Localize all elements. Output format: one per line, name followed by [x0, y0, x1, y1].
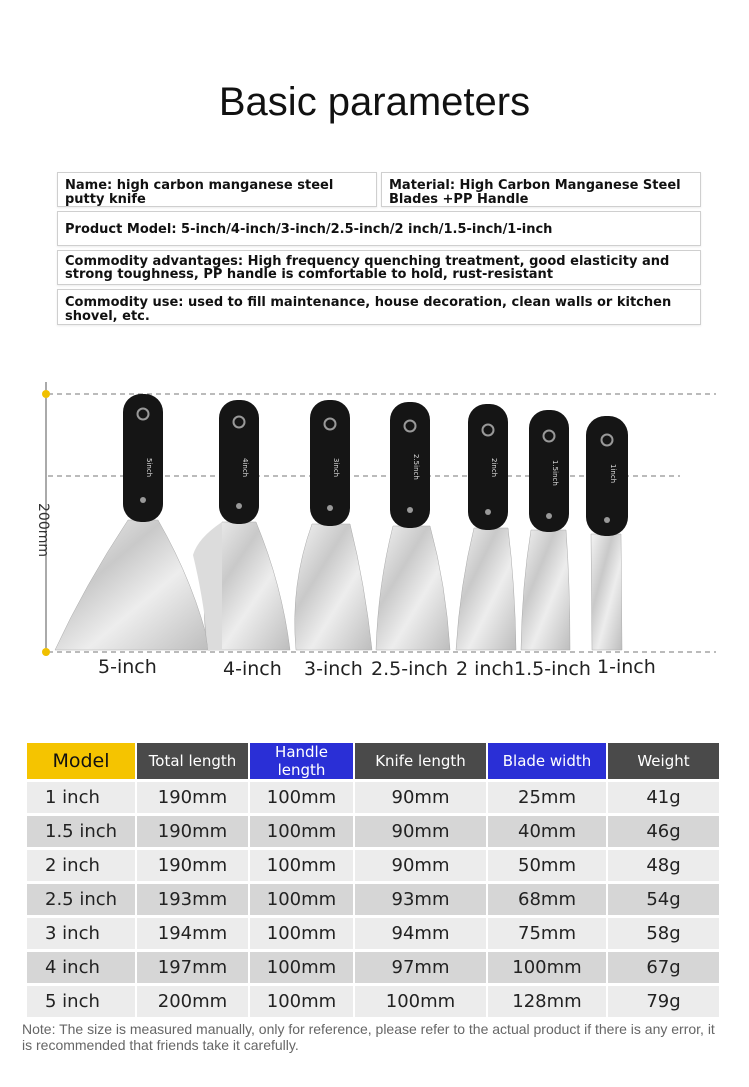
cell-handle-length: 100mm	[250, 986, 353, 1017]
table-row	[27, 952, 719, 983]
cell-knife-length: 90mm	[355, 816, 486, 847]
table-row	[27, 884, 719, 915]
cell-model: 5 inch	[27, 986, 135, 1017]
cell-blade-width: 128mm	[488, 986, 606, 1017]
table-row	[27, 816, 719, 847]
param-use: Commodity use: used to fill maintenance, house decoration, clean walls or kitchen shovel, etc.	[57, 289, 701, 325]
cell-total-length: 194mm	[137, 918, 248, 949]
knife-2.5-inch	[376, 402, 450, 650]
disclaimer-note: Note: The size is measured manually, only for reference, please refer to the actual product if there is any error, it is recommended that friends take it carefully.	[22, 1021, 715, 1053]
size-label-4-inch: 4-inch	[223, 658, 282, 680]
cell-handle-length: 100mm	[250, 918, 353, 949]
cell-blade-width: 25mm	[488, 782, 606, 813]
cell-model: 2 inch	[27, 850, 135, 881]
spec-table	[25, 740, 721, 1020]
cell-knife-length: 97mm	[355, 952, 486, 983]
size-label-1.5-inch: 1.5-inch	[514, 658, 591, 680]
cell-model: 3 inch	[27, 918, 135, 949]
table-row	[27, 918, 719, 949]
cell-handle-length: 100mm	[250, 816, 353, 847]
cell-weight: 54g	[608, 884, 719, 915]
handle-stamp: 3inch	[332, 458, 340, 478]
cell-total-length: 197mm	[137, 952, 248, 983]
table-row	[27, 986, 719, 1017]
knife-2-inch	[456, 404, 516, 650]
cell-weight: 46g	[608, 816, 719, 847]
cell-blade-width: 100mm	[488, 952, 606, 983]
cell-handle-length: 100mm	[250, 850, 353, 881]
cell-model: 2.5 inch	[27, 884, 135, 915]
knife-1-inch	[586, 416, 628, 650]
knife-1.5-inch	[521, 410, 570, 650]
cell-model: 1 inch	[27, 782, 135, 813]
size-label-1-inch: 1-inch	[597, 656, 656, 678]
size-label-2-inch: 2 inch	[456, 658, 514, 680]
param-advantages: Commodity advantages: High frequency quenching treatment, good elasticity and strong toughness, PP handle is comfortable to hold, rust-resistant	[57, 250, 701, 285]
cell-blade-width: 50mm	[488, 850, 606, 881]
knife-4-inch	[193, 400, 290, 650]
cell-blade-width: 68mm	[488, 884, 606, 915]
cell-handle-length: 100mm	[250, 782, 353, 813]
param-model: Product Model: 5-inch/4-inch/3-inch/2.5-inch/2 inch/1.5-inch/1-inch	[57, 211, 701, 246]
cell-weight: 79g	[608, 986, 719, 1017]
cell-weight: 58g	[608, 918, 719, 949]
handle-stamp: 5inch	[145, 458, 153, 478]
cell-total-length: 200mm	[137, 986, 248, 1017]
cell-total-length: 193mm	[137, 884, 248, 915]
cell-total-length: 190mm	[137, 850, 248, 881]
cell-knife-length: 100mm	[355, 986, 486, 1017]
handle-stamp: 4inch	[241, 458, 249, 478]
table-header-row	[27, 743, 719, 779]
handle-stamp: 2.5inch	[412, 454, 420, 480]
header-weight: Weight	[608, 743, 719, 779]
cell-model: 1.5 inch	[27, 816, 135, 847]
cell-knife-length: 90mm	[355, 782, 486, 813]
header-model: Model	[27, 743, 135, 779]
handle-stamp: 1inch	[609, 464, 617, 484]
param-material: Material: High Carbon Manganese Steel Blades +PP Handle	[381, 172, 701, 207]
size-label-5-inch: 5-inch	[98, 656, 157, 678]
header-knife-length: Knife length	[355, 743, 486, 779]
header-handle-length: Handle length	[250, 743, 353, 779]
handle-stamp: 2inch	[490, 458, 498, 478]
handle-stamp: 1.5inch	[551, 460, 559, 486]
cell-knife-length: 93mm	[355, 884, 486, 915]
param-name: Name: high carbon manganese steel putty knife	[57, 172, 377, 207]
cell-blade-width: 75mm	[488, 918, 606, 949]
cell-total-length: 190mm	[137, 782, 248, 813]
header-blade-width: Blade width	[488, 743, 606, 779]
cell-knife-length: 94mm	[355, 918, 486, 949]
cell-weight: 48g	[608, 850, 719, 881]
cell-total-length: 190mm	[137, 816, 248, 847]
page-title: Basic parameters	[218, 80, 531, 124]
cell-weight: 67g	[608, 952, 719, 983]
dimension-label: 200mm	[35, 503, 51, 557]
knife-5-inch	[55, 394, 210, 650]
header-total-length: Total length	[137, 743, 248, 779]
size-label-3-inch: 3-inch	[304, 658, 363, 680]
cell-handle-length: 100mm	[250, 952, 353, 983]
cell-handle-length: 100mm	[250, 884, 353, 915]
cell-blade-width: 40mm	[488, 816, 606, 847]
knives-illustration	[0, 370, 749, 660]
cell-knife-length: 90mm	[355, 850, 486, 881]
cell-model: 4 inch	[27, 952, 135, 983]
size-label-2.5-inch: 2.5-inch	[371, 658, 448, 680]
product-figure	[0, 370, 749, 690]
table-row	[27, 850, 719, 881]
table-row	[27, 782, 719, 813]
knife-3-inch	[295, 400, 372, 650]
cell-weight: 41g	[608, 782, 719, 813]
